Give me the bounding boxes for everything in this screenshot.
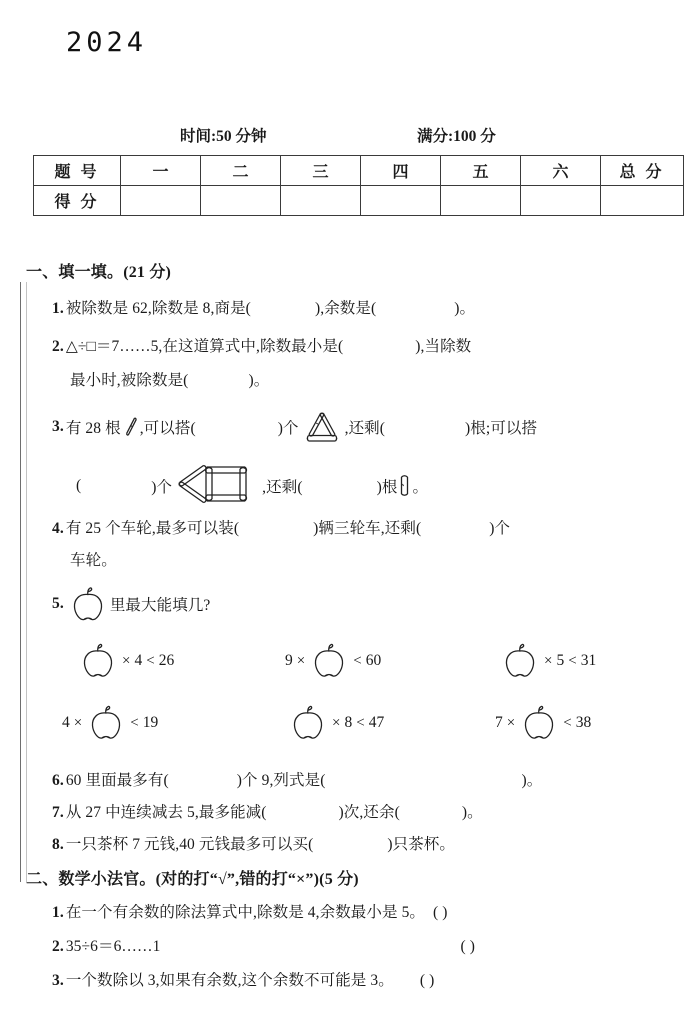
page-left-edge-line (20, 282, 21, 882)
table-row-values (34, 186, 684, 216)
apple-ineq-1-compare: < (146, 652, 155, 669)
question-8-text-a: 一只茶杯 7 元钱,40 元钱最多可以买( (65, 836, 314, 853)
score-table-row-label-score: 得 分 (34, 186, 121, 216)
score-cell-total[interactable] (601, 186, 684, 216)
apple-icon (86, 702, 126, 744)
apple-inequality-row-2 (0, 702, 695, 758)
tf-question-2-number: 2. (52, 938, 64, 955)
question-3-line2-text-c: ,还剩( (262, 479, 303, 496)
question-6-text-c: )。 (521, 772, 543, 789)
apple-ineq-4-compare: < (130, 714, 139, 731)
apple-ineq-5-compare: < (356, 714, 365, 731)
question-5-number: 5. (52, 595, 64, 612)
apple-ineq-4-left: 4 (62, 714, 70, 731)
apple-icon (309, 640, 349, 682)
section-heading-2 (26, 866, 359, 889)
apple-ineq-1-value: 26 (158, 652, 175, 669)
question-7-text-b: )次,还余( (338, 804, 400, 821)
score-table-row-label-question: 题 号 (34, 156, 121, 186)
apple-ineq-3-right: 5 (556, 652, 565, 669)
apple-inequality-1 (78, 640, 174, 682)
apple-ineq-2-compare: < (353, 652, 362, 669)
question-2 (52, 334, 471, 356)
question-2-line2-text-a: 最小时,被除数是( (70, 372, 189, 389)
stick-triangle-icon (300, 408, 344, 446)
question-3-number: 3. (52, 418, 64, 435)
apple-inequality-4 (62, 702, 158, 744)
question-6-text-a: 60 里面最多有( (65, 772, 169, 789)
apple-ineq-3-compare: < (568, 652, 577, 669)
tf-question-3-number: 3. (52, 972, 64, 989)
question-7-text-a: 从 27 中连续减去 5,最多能减( (65, 804, 267, 821)
question-1-text-a: 被除数是 62,除数是 8,商是( (65, 300, 251, 317)
question-3 (52, 408, 537, 446)
question-1-text-c: )。 (454, 300, 476, 317)
question-1-number: 1. (52, 300, 64, 317)
question-2-text-a: △÷□＝7……5,在这道算式中,除数最小是( (65, 338, 344, 355)
tf-question-3-mark[interactable]: ( ) (419, 972, 435, 989)
score-table-col-5: 五 (441, 156, 521, 186)
apple-icon (288, 702, 328, 744)
page-left-edge-line-secondary (26, 282, 27, 882)
apple-ineq-2-operator: × (296, 652, 306, 669)
score-cell-5[interactable] (441, 186, 521, 216)
tf-question-3-text: 一个数除以 3,如果有余数,这个余数不可能是 3。 (65, 972, 394, 989)
stick-square-icon (173, 460, 261, 512)
score-table-col-2: 二 (201, 156, 281, 186)
question-7 (52, 800, 483, 822)
apple-ineq-1-operator: × (122, 652, 131, 669)
apple-ineq-5-right: 8 (344, 714, 353, 731)
question-3-line-2 (76, 460, 428, 512)
apple-inequality-2 (285, 640, 381, 682)
apple-ineq-5-operator: × (332, 714, 341, 731)
section-1-title: 一、填一填。 (26, 264, 124, 281)
question-1 (52, 296, 475, 318)
question-8-number: 8. (52, 836, 64, 853)
stick-icon (122, 415, 139, 439)
section-1-points: (21 分) (123, 264, 172, 281)
score-table-col-4: 四 (361, 156, 441, 186)
question-4-text-a: 有 25 个车轮,最多可以装( (65, 520, 240, 537)
question-2-number: 2. (52, 338, 64, 355)
apple-ineq-6-compare: < (563, 714, 572, 731)
section-2-points: (对的打“√”,错的打“×”)(5 分) (155, 871, 359, 888)
question-4-line-2: 车轮。 (70, 552, 117, 569)
question-3-text-d: ,还剩( (344, 420, 386, 437)
question-3-line2-text-e: 。 (412, 479, 429, 496)
question-3-text-b: ,可以搭( (139, 420, 196, 437)
page-title: 2024 (66, 27, 148, 58)
question-3-text-a: 有 28 根 (65, 420, 121, 437)
apple-ineq-6-operator: × (506, 714, 516, 731)
score-cell-6[interactable] (521, 186, 601, 216)
table-row-headers (34, 156, 684, 186)
score-cell-1[interactable] (121, 186, 201, 216)
score-cell-4[interactable] (361, 186, 441, 216)
tf-question-1-mark[interactable]: ( ) (433, 904, 448, 921)
apple-inequality-row-1 (0, 640, 695, 696)
apple-inequality-5 (288, 702, 384, 744)
tf-question-1-text: 在一个有余数的除法算式中,除数是 4,余数最小是 5。 (65, 904, 426, 921)
score-cell-2[interactable] (201, 186, 281, 216)
score-cell-3[interactable] (281, 186, 361, 216)
apple-ineq-2-left: 9 (285, 652, 293, 669)
apple-ineq-6-value: 38 (575, 714, 592, 731)
question-4-number: 4. (52, 520, 64, 537)
tf-question-1 (52, 900, 448, 922)
question-2-line-2 (70, 368, 269, 390)
question-4-text-b: )辆三轮车,还剩( (313, 520, 422, 537)
question-7-number: 7. (52, 804, 64, 821)
section-heading-1 (26, 259, 171, 282)
tf-question-2 (52, 934, 475, 956)
question-2-line2-text-b: )。 (248, 372, 270, 389)
exam-meta (0, 124, 695, 146)
question-6-number: 6. (52, 772, 64, 789)
question-6-text-b: )个 9,列式是( (236, 772, 326, 789)
question-3-text-c: )个 (277, 420, 299, 437)
full-score-label: 满分:100 分 (417, 128, 496, 145)
apple-ineq-4-operator: × (73, 714, 83, 731)
score-table (33, 155, 684, 216)
apple-inequality-3 (500, 640, 596, 682)
apple-icon (500, 640, 540, 682)
question-3-text-e: )根;可以搭 (465, 420, 538, 437)
question-8-text-b: )只茶杯。 (387, 836, 456, 853)
apple-ineq-3-operator: × (544, 652, 553, 669)
apple-ineq-6-left: 7 (495, 714, 503, 731)
stick-icon-vertical (398, 473, 411, 499)
question-4-text-c: )个 (489, 520, 511, 537)
section-2-title: 二、数学小法官。 (26, 871, 156, 888)
apple-icon (78, 640, 118, 682)
apple-inequality-6 (495, 702, 591, 744)
question-4 (52, 516, 510, 538)
question-3-line2-text-d: )根 (376, 479, 398, 496)
question-6 (52, 768, 542, 790)
score-table-col-1: 一 (121, 156, 201, 186)
question-7-text-c: )。 (461, 804, 483, 821)
question-1-text-b: ),余数是( (314, 300, 377, 317)
question-5 (52, 584, 210, 624)
apple-ineq-2-value: 60 (365, 652, 382, 669)
tf-question-3 (52, 968, 434, 990)
tf-question-2-mark[interactable]: ( ) (460, 938, 475, 955)
apple-ineq-5-value: 47 (368, 714, 385, 731)
question-3-line2-text-b: )个 (151, 479, 173, 496)
question-2-text-b: ),当除数 (415, 338, 472, 355)
tf-question-1-number: 1. (52, 904, 64, 921)
apple-icon (68, 584, 108, 624)
score-table-col-6: 六 (521, 156, 601, 186)
apple-ineq-4-value: 19 (142, 714, 159, 731)
question-5-text: 里最大能填几? (109, 597, 211, 614)
score-table-col-total: 总 分 (601, 156, 684, 186)
apple-ineq-1-right: 4 (134, 652, 143, 669)
tf-question-2-text: 35÷6＝6……1 (65, 938, 161, 955)
score-table-col-3: 三 (281, 156, 361, 186)
question-8 (52, 832, 455, 854)
time-limit-label: 时间:50 分钟 (180, 128, 267, 145)
question-3-line2-text-a: ( (76, 477, 82, 494)
apple-ineq-3-value: 31 (580, 652, 597, 669)
apple-icon (519, 702, 559, 744)
